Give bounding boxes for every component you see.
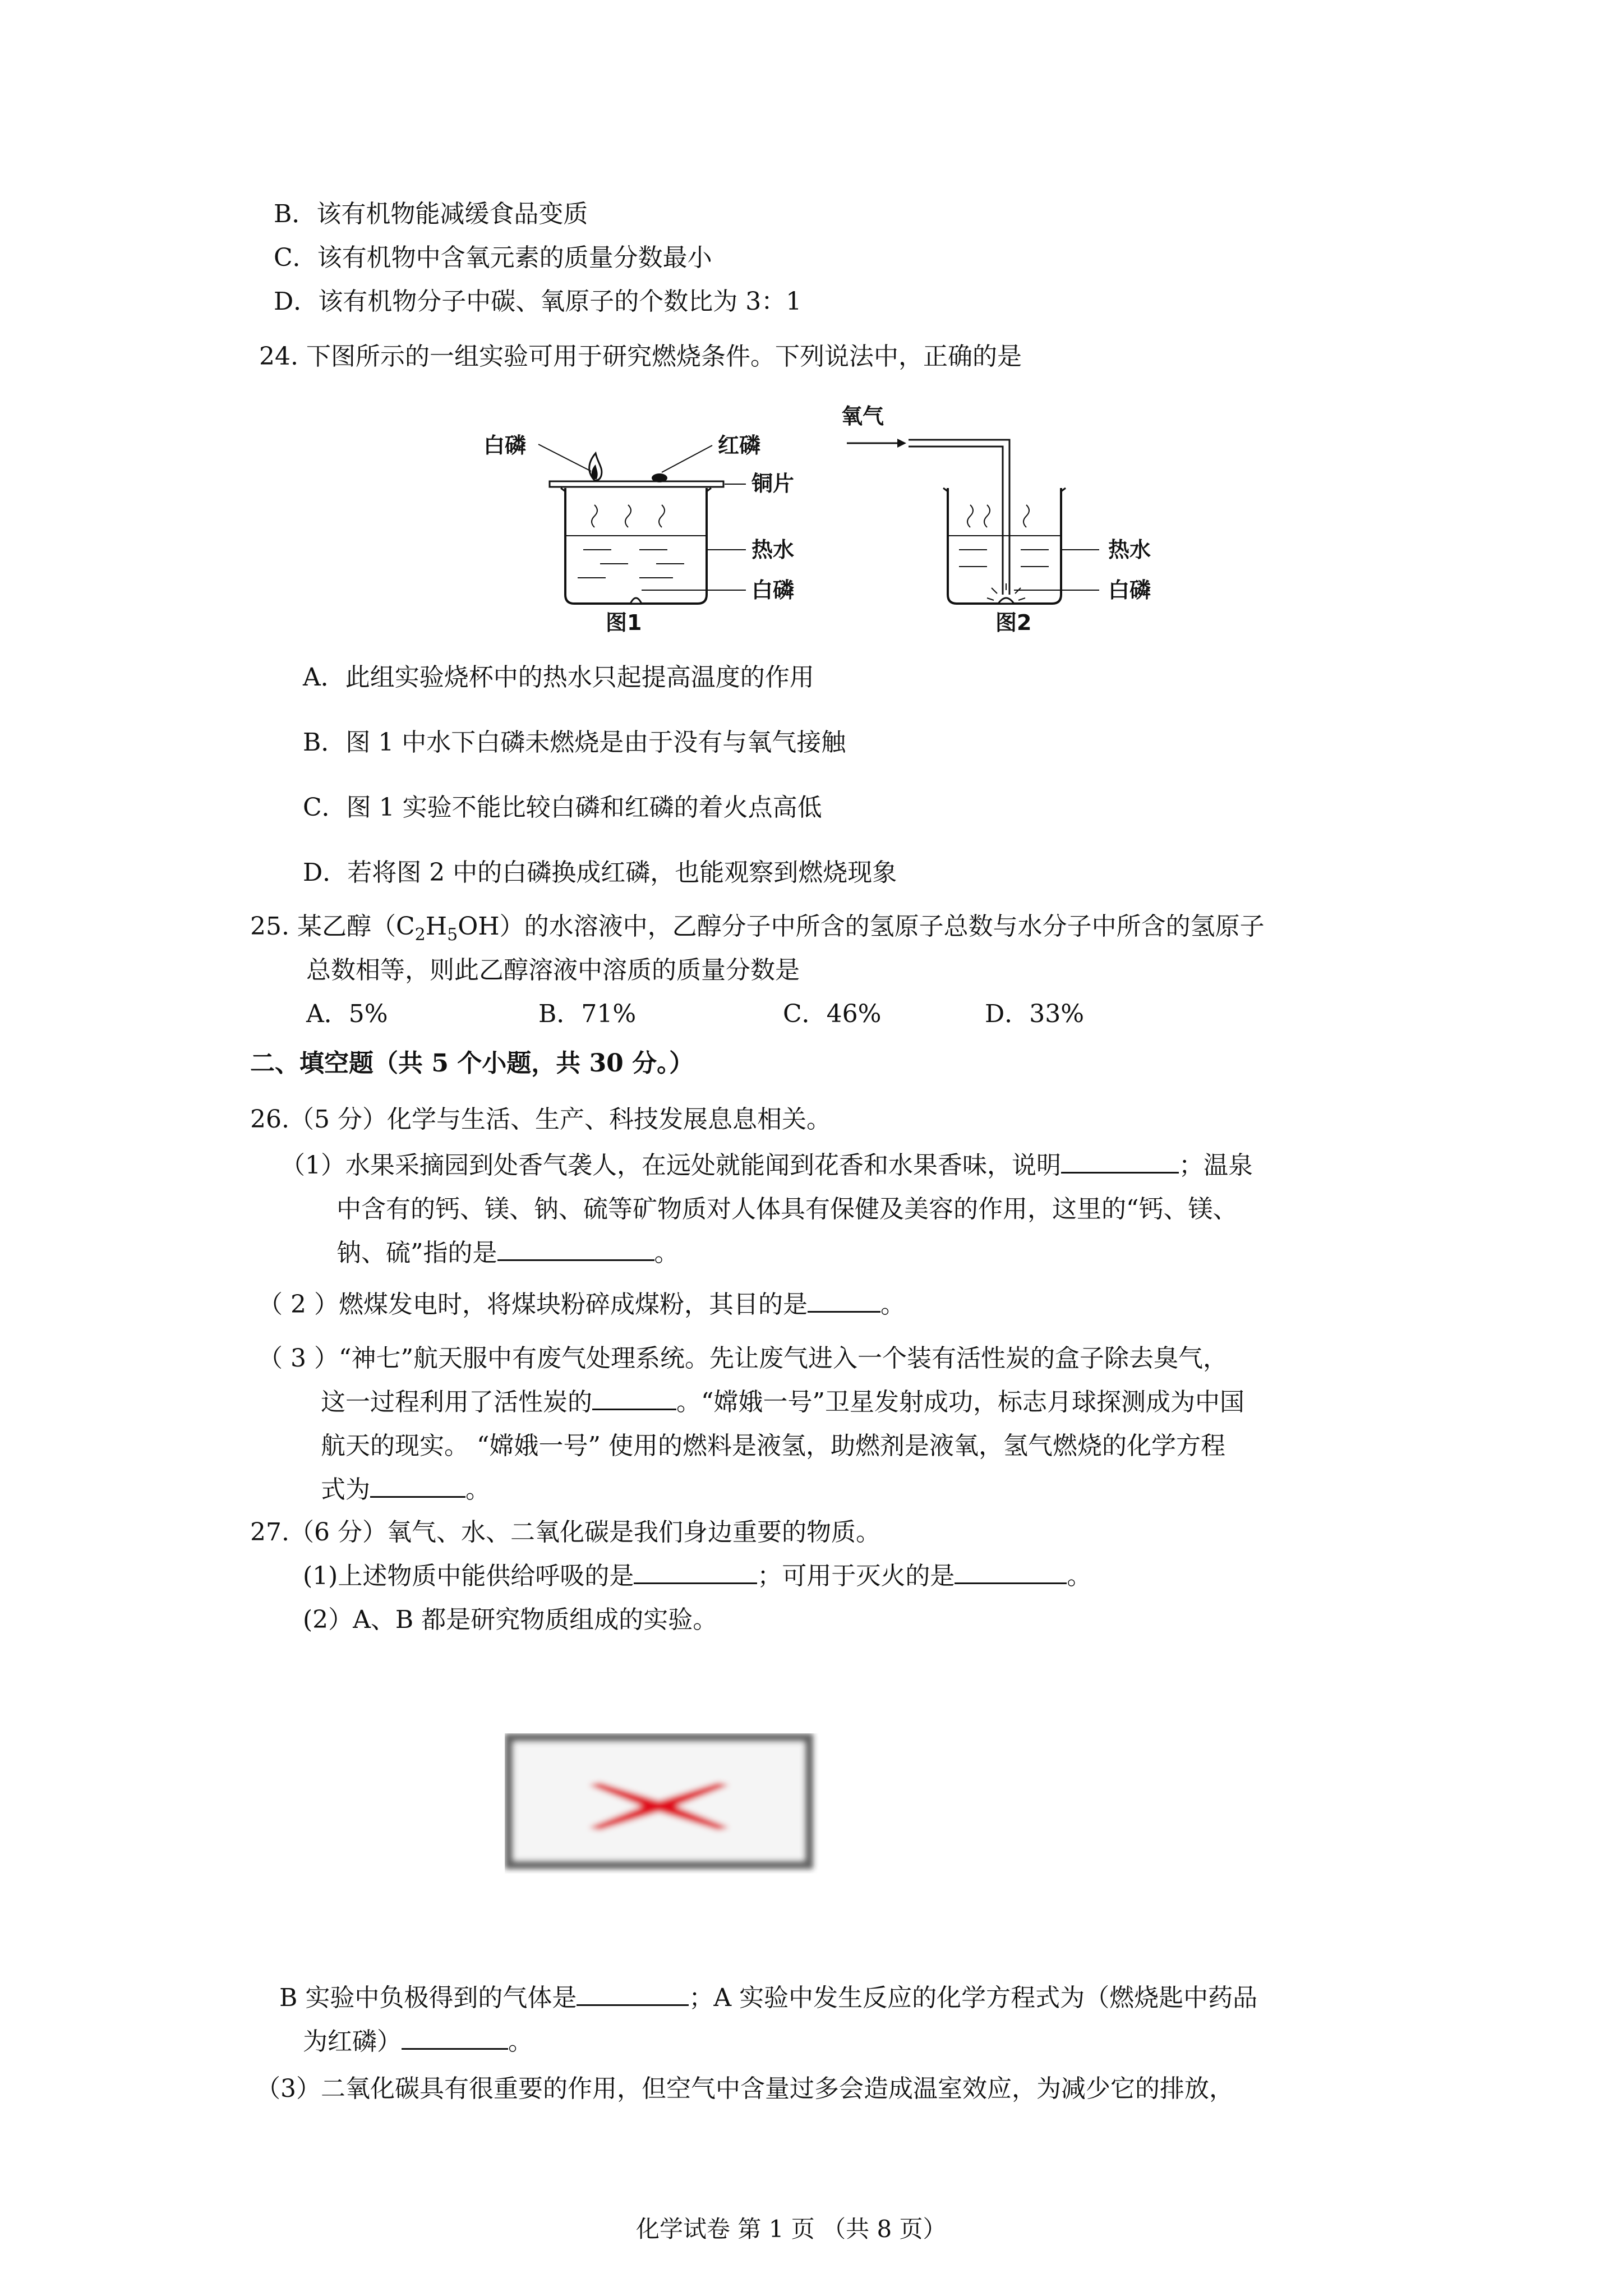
red-phosphorus	[652, 473, 667, 482]
answer-blank[interactable]	[370, 1474, 465, 1498]
broken-image-placeholder-icon	[505, 1733, 819, 1874]
fig2-label-oxygen: 氧气	[841, 404, 884, 429]
q25-option-b: B．71%	[538, 1000, 637, 1028]
q23-option-b: B．该有机物能减缓食品变质	[274, 200, 588, 228]
q26-part2: （ 2 ）燃煤发电时，将煤块粉碎成煤粉，其目的是 。	[258, 1288, 905, 1322]
fig1-label-white-phosphorus-top: 白磷	[483, 433, 527, 458]
q27-stem: 27.（6 分）氧气、水、二氧化碳是我们身边重要的物质。	[250, 1518, 880, 1547]
section-2-heading: 二、填空题（共 5 个小题，共 30 分。）	[250, 1049, 694, 1078]
answer-blank[interactable]	[955, 1560, 1067, 1584]
q27-part3: （3）二氧化碳具有很重要的作用，但空气中含量过多会造成温室效应，为减少它的排放，	[256, 2074, 1234, 2103]
q27-part2-answer-line1: B 实验中负极得到的气体是 ；A 实验中发生反应的化学方程式为（燃烧匙中药品	[279, 1981, 1257, 2015]
answer-blank[interactable]	[592, 1386, 676, 1410]
fig2-caption: 图2	[995, 610, 1032, 635]
fig1-label-red-phosphorus: 红磷	[718, 433, 761, 458]
answer-blank[interactable]	[497, 1237, 654, 1261]
q25-option-d: D．33%	[985, 1000, 1085, 1028]
fig1-label-hot-water: 热水	[751, 537, 795, 562]
beaker-1	[565, 488, 707, 604]
q27-part2-answer-line2: 为红磷） 。	[303, 2025, 533, 2059]
answer-blank[interactable]	[1061, 1149, 1179, 1174]
q26-part3-line2: 这一过程利用了活性炭的 。“嫦娥一号”卫星发射成功，标志月球探测成为中国	[321, 1386, 1244, 1419]
answer-blank[interactable]	[402, 2026, 508, 2050]
q25-option-a: A．5%	[306, 1000, 388, 1028]
q27-part1: (1)上述物质中能供给呼吸的是 ；可用于灭火的是 。	[303, 1559, 1091, 1593]
q26-part1-line2: 中含有的钙、镁、钠、硫等矿物质对人体具有保健及美容的作用，这里的“钙、镁、	[336, 1195, 1238, 1223]
white-phosphorus-bottom	[630, 598, 642, 604]
q24-option-d: D．若将图 2 中的白磷换成红磷，也能观察到燃烧现象	[303, 858, 897, 887]
q24-option-a: A．此组实验烧杯中的热水只起提高温度的作用	[303, 663, 814, 692]
fig2-label-hot-water: 热水	[1108, 537, 1151, 562]
q25-stem-line2: 总数相等，则此乙醇溶液中溶质的质量分数是	[306, 956, 800, 984]
fig1-label-white-phosphorus-bottom: 白磷	[751, 578, 795, 602]
answer-blank[interactable]	[634, 1560, 757, 1584]
q26-part1-line1: （1）水果采摘园到处香气袭人，在远处就能闻到花香和水果香味，说明 ；温泉	[280, 1149, 1253, 1182]
fig2-label-white-phosphorus: 白磷	[1108, 578, 1151, 602]
q26-stem: 26.（5 分）化学与生活、生产、科技发展息息相关。	[250, 1105, 831, 1134]
q23-option-c: C．该有机物中含氧元素的质量分数最小	[274, 243, 712, 272]
answer-blank[interactable]	[577, 1982, 689, 2006]
q26-part3-line4: 式为 。	[321, 1473, 490, 1507]
fig1-caption: 图1	[606, 610, 642, 635]
white-phosphorus-burning	[998, 598, 1014, 604]
q27-part2: (2）A、B 都是研究物质组成的实验。	[303, 1605, 718, 1634]
q23-option-d: D．该有机物分子中碳、氧原子的个数比为 3：1	[274, 287, 802, 316]
answer-blank[interactable]	[808, 1289, 880, 1313]
q24-stem: 24. 下图所示的一组实验可用于研究燃烧条件。下列说法中，正确的是	[259, 342, 1022, 371]
q26-part1-line3: 钠、硫”指的是 。	[336, 1236, 679, 1270]
q26-part3-line3: 航天的现实。 “嫦娥一号” 使用的燃料是液氢，助燃剂是液氧，氢气燃烧的化学方程	[321, 1432, 1225, 1460]
copper-plate	[550, 481, 723, 487]
q24-option-c: C．图 1 实验不能比较白磷和红磷的着火点高低	[303, 793, 822, 822]
fig1-label-copper-plate: 铜片	[751, 471, 795, 496]
beaker-2	[948, 488, 1061, 604]
page-footer: 化学试卷 第 1 页 （共 8 页）	[636, 2215, 947, 2243]
arrow-icon	[897, 439, 906, 448]
q25-option-c: C．46%	[783, 1000, 882, 1028]
q24-option-b: B．图 1 中水下白磷未燃烧是由于没有与氧气接触	[303, 728, 846, 757]
q25-stem-line1: 25. 某乙醇$(C_2H_5OH)$的水溶液中，乙醇分子中所含的氢原子总数与水分子中所含的氢原子	[250, 912, 1265, 945]
q26-part3-line1: （ 3 ）“神七”航天服中有废气处理系统。先让废气进入一个装有活性炭的盒子除去臭气，	[258, 1344, 1228, 1373]
